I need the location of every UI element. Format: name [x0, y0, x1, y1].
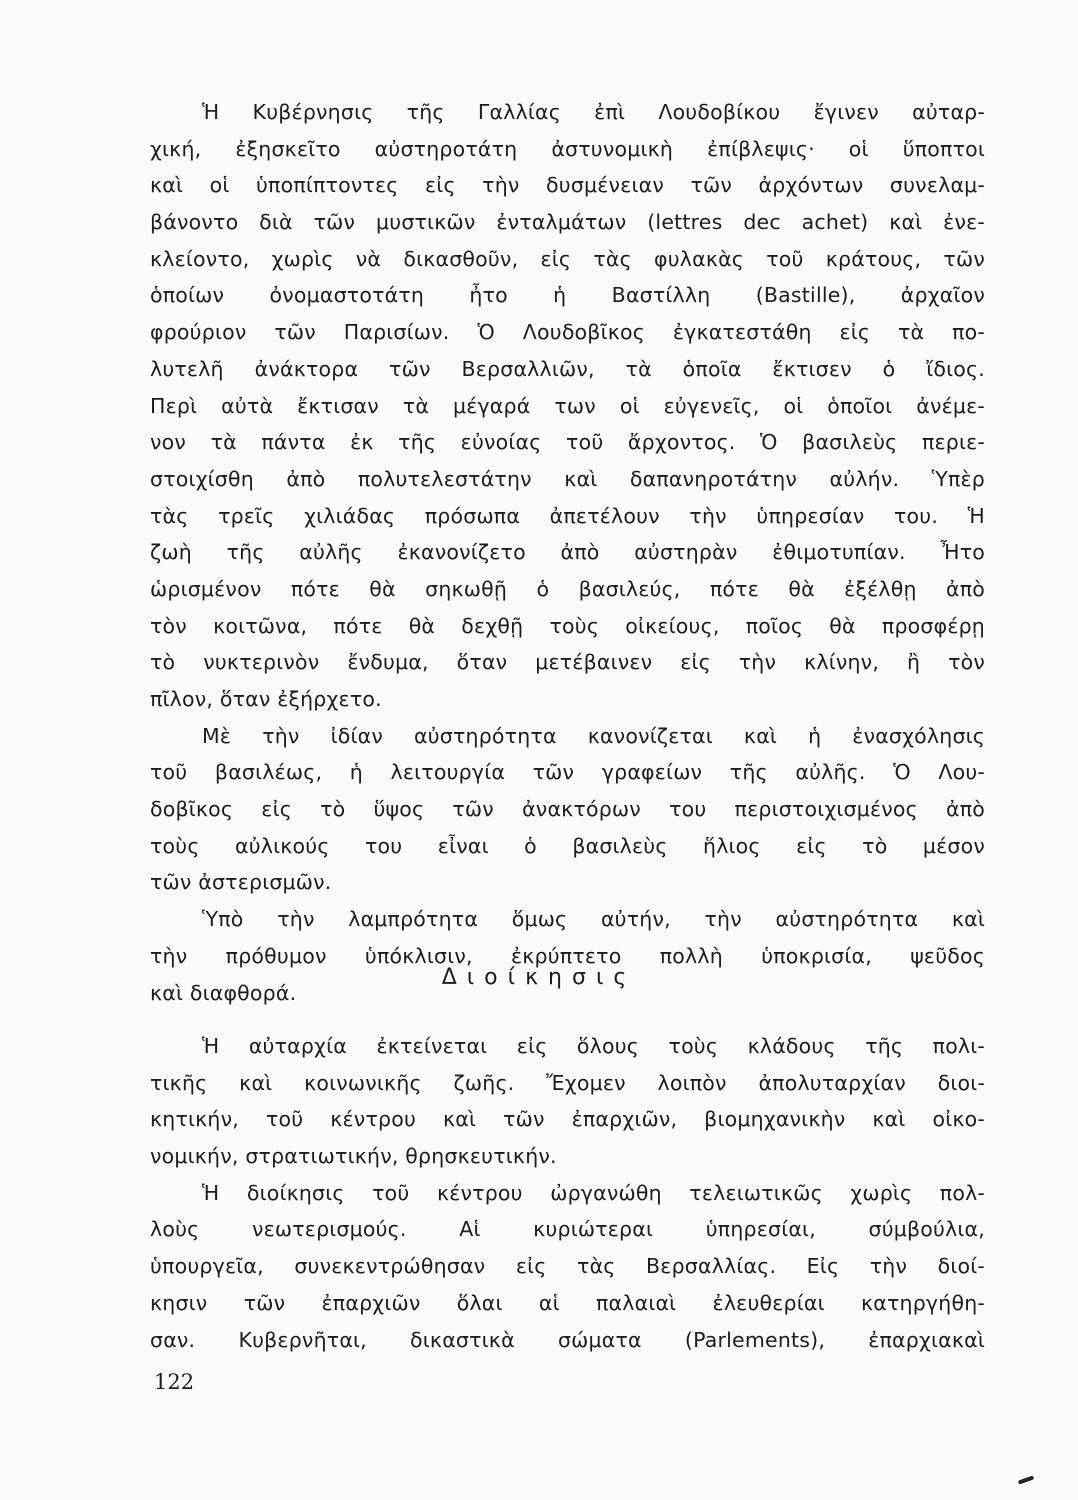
text-line: στοιχίσθη ἀπὸ πολυτελεστάτην καὶ δαπανηροτάτην αὐλήν. Ὑπὲρ — [150, 466, 985, 491]
text-line: Ἡ αὐταρχία ἐκτείνεται εἰς ὅλους τοὺς κλάδους τῆς πολι- — [202, 1034, 985, 1058]
text-line: Ἡ διοίκησις τοῦ κέντρου ὠργανώθη τελειωτικῶς χωρὶς πολ- — [202, 1180, 985, 1205]
text-line: ὁποίων ὀνομαστοτάτη ἦτο ἡ Βαστίλλη (Bastille), ἀρχαῖον — [150, 283, 985, 308]
text-line: τὴν πρόθυμον ὑπόκλισιν, ἐκρύπτετο πολλὴ ὑποκρισία, ψεῦδος — [150, 943, 985, 968]
text-line: Ὑπὸ τὴν λαμπρότητα ὅμως αὐτήν, τὴν αὐστηρότητα καὶ — [202, 907, 985, 932]
ink-speck — [1018, 1475, 1034, 1484]
text-line: ζωὴ τῆς αὐλῆς ἐκανονίζετο ἀπὸ αὐστηρὰν ἐθιμοτυπίαν. Ἦτο — [150, 540, 985, 565]
text-line: καὶ διαφθορά. — [150, 980, 297, 1005]
text-line: τὸ νυκτερινὸν ἔνδυμα, ὅταν μετέβαινεν εἰς τὴν κλίνην, ἢ τὸν — [150, 650, 985, 675]
text-line: τὰς τρεῖς χιλιάδας πρόσωπα ἀπετέλουν τὴν ὑπηρεσίαν του. Ἡ — [150, 503, 985, 528]
text-line: τὸν κοιτῶνα, πότε θὰ δεχθῇ τοὺς οἰκείους, ποῖος θὰ προσφέρῃ — [150, 613, 985, 638]
text-line: Ἡ Κυβέρνησις τῆς Γαλλίας ἐπὶ Λουδοβίκου ἔγινεν αὐταρ- — [202, 100, 985, 124]
text-line: ὡρισμένον πότε θὰ σηκωθῇ ὁ βασιλεύς, πότε θὰ ἐξέλθῃ ἀπὸ — [150, 576, 985, 601]
main-text-continued — [150, 1028, 985, 1358]
text-line: ὑπουργεῖα, συνεκεντρώθησαν εἰς τὰς Βερσαλλίας. Εἰς τὴν διοί- — [150, 1254, 985, 1279]
text-line: κησιν τῶν ἐπαρχιῶν ὅλαι αἱ παλαιαὶ ἐλευθερίαι κατηργήθη- — [150, 1290, 985, 1315]
text-line: τῶν ἀστερισμῶν. — [150, 870, 332, 895]
text-line: χική, ἐξησκεῖτο αὐστηροτάτη ἀστυνομικὴ ἐπίβλεψις· οἱ ὕποπτοι — [150, 136, 985, 161]
text-line: φρούριον τῶν Παρισίων. Ὁ Λουδοβῖκος ἐγκατεστάθη εἰς τὰ πο- — [150, 320, 985, 345]
text-line: καὶ οἱ ὑποπίπτοντες εἰς τὴν δυσμένειαν τῶν ἀρχόντων συνελαμ- — [150, 173, 985, 198]
text-line: σαν. Κυβερνῆται, δικαστικὰ σώματα (Parlements), ἐπαρχιακαὶ — [150, 1327, 985, 1352]
text-line: τοῦ βασιλέως, ἡ λειτουργία τῶν γραφείων τῆς αὐλῆς. Ὁ Λου- — [150, 760, 985, 785]
text-line: λοὺς νεωτερισμούς. Αἱ κυριώτεραι ὑπηρεσίαι, σύμβούλια, — [150, 1217, 985, 1242]
text-line: δοβῖκος εἰς τὸ ὕψος τῶν ἀνακτόρων του περιστοιχισμένος ἀπὸ — [150, 797, 985, 822]
text-line: Μὲ τὴν ἰδίαν αὐστηρότητα κανονίζεται καὶ ἡ ἐνασχόλησις — [202, 723, 985, 748]
text-line: νομικήν, στρατιωτικήν, θρησκευτικήν. — [150, 1144, 557, 1169]
main-text — [150, 94, 985, 1011]
section-heading: Διοίκησις — [441, 965, 637, 990]
text-line: Περὶ αὐτὰ ἔκτισαν τὰ μέγαρά των οἱ εὐγενεῖς, οἱ ὁποῖοι ἀνέμε- — [150, 393, 985, 418]
text-line: πῖλον, ὅταν ἐξήρχετο. — [150, 687, 382, 711]
text-line: κητικήν, τοῦ κέντρου καὶ τῶν ἐπαρχιῶν, βιομηχανικὴν καὶ οἰκο- — [150, 1107, 985, 1132]
text-line: κλείοντο, χωρὶς νὰ δικασθοῦν, εἰς τὰς φυλακὰς τοῦ κράτους, τῶν — [150, 246, 985, 271]
page-number: 122 — [154, 1370, 195, 1394]
text-line: βάνοντο διὰ τῶν μυστικῶν ἐνταλμάτων (lettres dec achet) καὶ ἐνε- — [150, 210, 985, 235]
text-line: νον τὰ πάντα ἐκ τῆς εὐνοίας τοῦ ἄρχοντος. Ὁ βασιλεὺς περιε- — [150, 430, 985, 455]
text-line: τοὺς αὐλικούς του εἶναι ὁ βασιλεὺς ἥλιος εἰς τὸ μέσον — [150, 833, 985, 858]
text-line: τικῆς καὶ κοινωνικῆς ζωῆς. Ἔχομεν λοιπὸν ἀπολυταρχίαν διοι- — [150, 1070, 985, 1095]
text-line: λυτελῆ ἀνάκτορα τῶν Βερσαλλιῶν, τὰ ὁποῖα ἔκτισεν ὁ ἴδιος. — [150, 356, 985, 381]
